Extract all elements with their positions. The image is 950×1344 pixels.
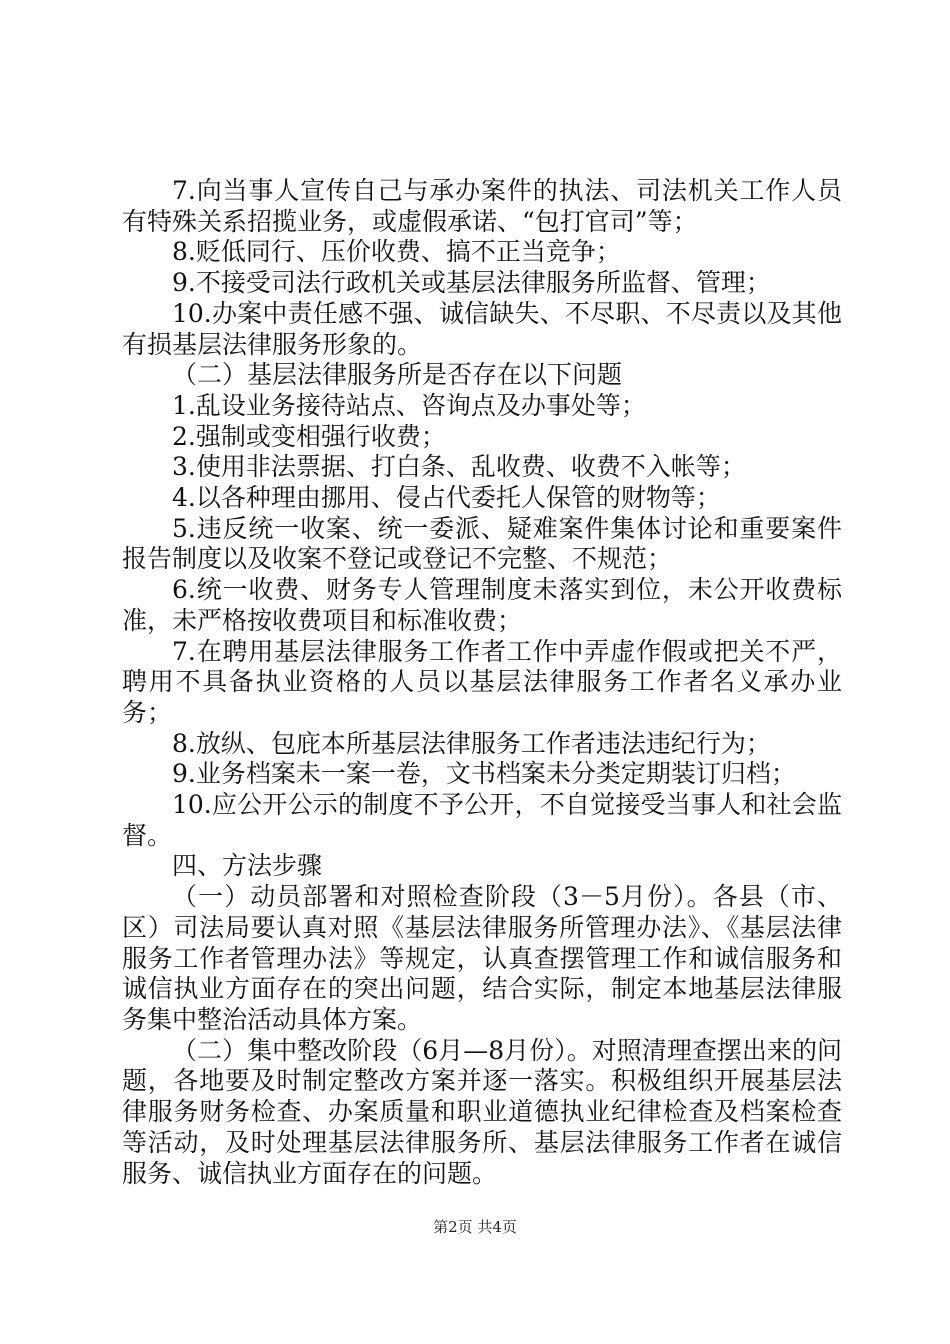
- paragraph-item-9-supervision: 9.不接受司法行政机关或基层法律服务所监督、管理；: [172, 268, 771, 298]
- section-heading-2: （二）基层法律服务所是否存在以下问题: [172, 360, 623, 390]
- paragraph-office-item-9: 9.业务档案未一案一卷，文书档案未分类定期装订归档；: [172, 759, 796, 789]
- paragraph-office-item-8: 8.放纵、包庇本所基层法律服务工作者违法违纪行为；: [172, 728, 771, 758]
- paragraph-office-item-3: 3.使用非法票据、打白条、乱收费、收费不入帐等；: [172, 452, 746, 482]
- document-body: [122, 176, 842, 1189]
- paragraph-office-item-10: 10.应公开公示的制度不予公开，不自觉接受当事人和社会监督。: [122, 790, 842, 850]
- paragraph-office-item-6: 6.统一收费、财务专人管理制度未落实到位，未公开收费标准，未严格按收费项目和标准收费；: [122, 575, 842, 635]
- paragraph-office-item-2: 2.强制或变相强行收费；: [172, 421, 446, 451]
- section-heading-4: 四、方法步骤: [172, 851, 323, 881]
- paragraph-step-2: （二）集中整改阶段（6月—8月份）。对照清理查摆出来的问题，各地要及时制定整改方案并逐一落实。积极组织开展基层法律服务财务检查、办案质量和职业道德执业纪律检查及档案检查等活动，及时处理基层法律服务所、基层法律服务工作者在诚信服务、诚信执业方面存在的问题。: [122, 1035, 842, 1188]
- page-number-footer: 第2页 共4页: [433, 1218, 517, 1236]
- paragraph-step-1: （一）动员部署和对照检查阶段（3－5月份）。各县（市、区）司法局要认真对照《基层法律服务所管理办法》、《基层法律服务工作者管理办法》等规定，认真查摆管理工作和诚信服务和诚信执业方面存在的突出问题，结合实际，制定本地基层法律服务集中整治活动具体方案。: [122, 882, 842, 1034]
- paragraph-office-item-4: 4.以各种理由挪用、侵占代委托人保管的财物等；: [172, 483, 721, 513]
- paragraph-office-item-5: 5.违反统一收案、统一委派、疑难案件集体讨论和重要案件报告制度以及收案不登记或登记不完整、不规范；: [122, 513, 842, 574]
- paragraph-item-10-responsibility: 10.办案中责任感不强、诚信缺失、不尽职、不尽责以及其他有损基层法律服务形象的。: [122, 298, 842, 359]
- paragraph-item-8-competition: 8.贬低同行、压价收费、搞不正当竞争；: [172, 237, 621, 267]
- paragraph-item-7-promotion: 7.向当事人宣传自己与承办案件的执法、司法机关工作人员有特殊关系招揽业务，或虚假承诺、“包打官司”等；: [122, 176, 842, 236]
- paragraph-office-item-7: 7.在聘用基层法律服务工作者工作中弄虚作假或把关不严，聘用不具备执业资格的人员以基层法律服务工作者名义承办业务；: [122, 636, 842, 727]
- paragraph-office-item-1: 1.乱设业务接待站点、咨询点及办事处等；: [172, 390, 646, 420]
